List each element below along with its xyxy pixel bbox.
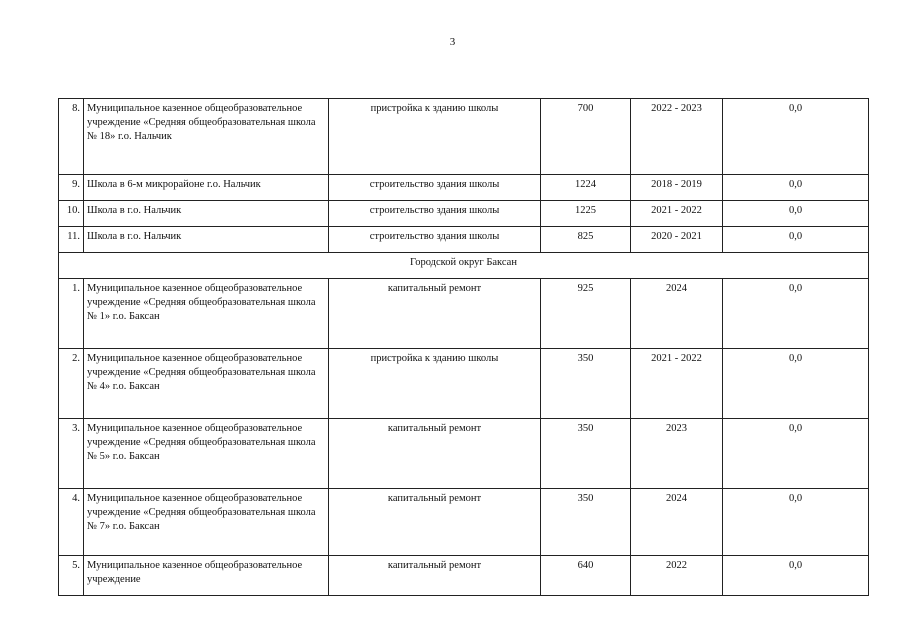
work-type: пристройка к зданию школы <box>329 99 541 175</box>
amount: 0,0 <box>723 489 869 556</box>
section-header-row <box>59 253 869 279</box>
work-type: пристройка к зданию школы <box>329 349 541 419</box>
table-row <box>59 227 869 253</box>
table-row <box>59 175 869 201</box>
school-projects-table <box>58 98 869 596</box>
work-type: строительство здания школы <box>329 201 541 227</box>
section-title: Городской округ Баксан <box>59 253 869 279</box>
years: 2024 <box>631 279 723 349</box>
table-row <box>59 201 869 227</box>
table-row <box>59 556 869 596</box>
years: 2021 - 2022 <box>631 349 723 419</box>
work-type: капитальный ремонт <box>329 279 541 349</box>
row-number: 3. <box>59 419 84 489</box>
years: 2018 - 2019 <box>631 175 723 201</box>
object-name: Муниципальное казенное общеобразовательное учреждение «Средняя общеобразовательная школа № 7» г.о. Баксан <box>84 489 329 556</box>
object-name: Муниципальное казенное общеобразовательное учреждение «Средняя общеобразовательная школа № 18» г.о. Нальчик <box>84 99 329 175</box>
row-number: 9. <box>59 175 84 201</box>
work-type: капитальный ремонт <box>329 419 541 489</box>
object-name: Муниципальное казенное общеобразовательное учреждение «Средняя общеобразовательная школа № 4» г.о. Баксан <box>84 349 329 419</box>
table-row <box>59 489 869 556</box>
capacity: 640 <box>541 556 631 596</box>
row-number: 11. <box>59 227 84 253</box>
capacity: 925 <box>541 279 631 349</box>
amount: 0,0 <box>723 201 869 227</box>
amount: 0,0 <box>723 99 869 175</box>
amount: 0,0 <box>723 419 869 489</box>
object-name: Школа в г.о. Нальчик <box>84 201 329 227</box>
capacity: 350 <box>541 349 631 419</box>
capacity: 350 <box>541 419 631 489</box>
work-type: капитальный ремонт <box>329 556 541 596</box>
amount: 0,0 <box>723 556 869 596</box>
amount: 0,0 <box>723 175 869 201</box>
years: 2020 - 2021 <box>631 227 723 253</box>
object-name: Муниципальное казенное общеобразовательное учреждение «Средняя общеобразовательная школа № 5» г.о. Баксан <box>84 419 329 489</box>
object-name: Муниципальное казенное общеобразовательное учреждение «Средняя общеобразовательная школа № 1» г.о. Баксан <box>84 279 329 349</box>
work-type: строительство здания школы <box>329 175 541 201</box>
capacity: 1224 <box>541 175 631 201</box>
table-row <box>59 99 869 175</box>
object-name: Муниципальное казенное общеобразовательное учреждение <box>84 556 329 596</box>
row-number: 4. <box>59 489 84 556</box>
capacity: 1225 <box>541 201 631 227</box>
amount: 0,0 <box>723 349 869 419</box>
capacity: 700 <box>541 99 631 175</box>
years: 2022 <box>631 556 723 596</box>
page-number: 3 <box>449 36 456 48</box>
capacity: 825 <box>541 227 631 253</box>
work-type: капитальный ремонт <box>329 489 541 556</box>
table-row <box>59 349 869 419</box>
object-name: Школа в г.о. Нальчик <box>84 227 329 253</box>
years: 2024 <box>631 489 723 556</box>
object-name: Школа в 6-м микрорайоне г.о. Нальчик <box>84 175 329 201</box>
row-number: 1. <box>59 279 84 349</box>
table-row <box>59 419 869 489</box>
years: 2022 - 2023 <box>631 99 723 175</box>
amount: 0,0 <box>723 227 869 253</box>
row-number: 10. <box>59 201 84 227</box>
row-number: 5. <box>59 556 84 596</box>
years: 2021 - 2022 <box>631 201 723 227</box>
table-row <box>59 279 869 349</box>
amount: 0,0 <box>723 279 869 349</box>
row-number: 2. <box>59 349 84 419</box>
years: 2023 <box>631 419 723 489</box>
row-number: 8. <box>59 99 84 175</box>
work-type: строительство здания школы <box>329 227 541 253</box>
capacity: 350 <box>541 489 631 556</box>
